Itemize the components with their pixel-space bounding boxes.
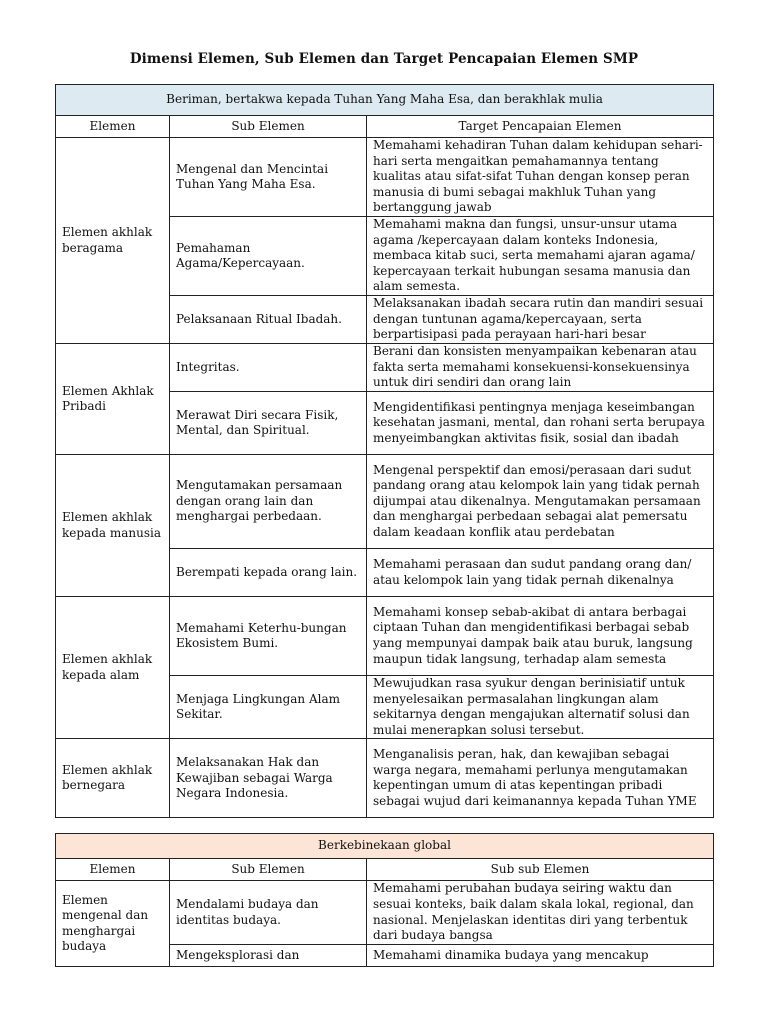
table-row bbox=[56, 881, 714, 945]
target-cell: Memahami perasaan dan sudut pandang orang dan/ atau kelompok lain yang tidak pernah dikenalnya bbox=[367, 549, 714, 597]
target-cell: Memahami makna dan fungsi, unsur-unsur utama agama /kepercayaan dalam konteks Indonesia, membaca kitab suci, serta memahami ajaran agama/ kepercayaan terkait hubungan sesama manusia dan alam semesta. bbox=[367, 217, 714, 296]
target-cell: Melaksanakan ibadah secara rutin dan mandiri sesuai dengan tuntunan agama/kepercayaan, serta berpartisipasi pada perayaan hari-hari besar bbox=[367, 296, 714, 344]
sub-element-cell: Mengenal dan Mencintai Tuhan Yang Maha Esa. bbox=[170, 138, 367, 217]
sub-element-cell: Mendalami budaya dan identitas budaya. bbox=[170, 881, 367, 945]
table-akhlak bbox=[55, 84, 714, 818]
sub-element-cell: Mengutamakan persamaan dengan orang lain dan menghargai perbedaan. bbox=[170, 455, 367, 549]
column-header-sub-sub-elemen: Sub sub Elemen bbox=[367, 859, 714, 881]
target-cell: Memahami perubahan budaya seiring waktu dan sesuai konteks, baik dalam skala lokal, regional, dan nasional. Menjelaskan identitas diri yang terbentuk dari budaya bangsa bbox=[367, 881, 714, 945]
column-header-elemen: Elemen bbox=[56, 116, 170, 138]
sub-element-cell: Memahami Keterhu-bungan Ekosistem Bumi. bbox=[170, 597, 367, 676]
target-cell: Mewujudkan rasa syukur dengan berinisiatif untuk menyelesaikan permasalahan lingkungan alam sekitarnya dengan mengajukan alternatif solusi dan mulai menerapkan solusi tersebut. bbox=[367, 676, 714, 739]
target-cell: Mengidentifikasi pentingnya menjaga keseimbangan kesehatan jasmani, mental, dan rohani serta berupaya menyeimbangkan aktivitas fisik, sosial dan ibadah bbox=[367, 392, 714, 455]
table-kebinekaan bbox=[55, 833, 714, 967]
sub-element-cell: Pelaksanaan Ritual Ibadah. bbox=[170, 296, 367, 344]
sub-element-cell: Melaksanakan Hak dan Kewajiban sebagai Warga Negara Indonesia. bbox=[170, 739, 367, 818]
element-cell: Elemen mengenal dan menghargai budaya bbox=[56, 881, 170, 967]
column-header-sub-elemen: Sub Elemen bbox=[170, 859, 367, 881]
element-cell: Elemen akhlak beragama bbox=[56, 138, 170, 344]
sub-element-cell: Pemahaman Agama/Kepercayaan. bbox=[170, 217, 367, 296]
table-header: Beriman, bertakwa kepada Tuhan Yang Maha Esa, dan berakhlak mulia bbox=[56, 85, 714, 116]
sub-element-cell: Berempati kepada orang lain. bbox=[170, 549, 367, 597]
column-header-sub-elemen: Sub Elemen bbox=[170, 116, 367, 138]
target-cell: Memahami konsep sebab-akibat di antara berbagai ciptaan Tuhan dan mengidentifikasi berbagai sebab yang mempunyai dampak baik atau buruk, langsung maupun tidak langsung, terhadap alam semesta bbox=[367, 597, 714, 676]
column-header-elemen: Elemen bbox=[56, 859, 170, 881]
element-cell: Elemen akhlak bernegara bbox=[56, 739, 170, 818]
sub-element-cell: Integritas. bbox=[170, 344, 367, 392]
target-cell: Mengenal perspektif dan emosi/perasaan dari sudut pandang orang atau kelompok lain yang tidak pernah dijumpai atau dikenalnya. Mengutamakan persamaan dan menghargai perbedaan sebagai alat pemersatu dalam keadaan konflik atau perdebatan bbox=[367, 455, 714, 549]
target-cell: Memahami dinamika budaya yang mencakup bbox=[367, 945, 714, 967]
target-cell: Berani dan konsisten menyampaikan kebenaran atau fakta serta memahami konsekuensi-konsekuensinya untuk diri sendiri dan orang lain bbox=[367, 344, 714, 392]
page-title: Dimensi Elemen, Sub Elemen dan Target Pencapaian Elemen SMP bbox=[129, 51, 639, 67]
table-row bbox=[56, 597, 714, 676]
element-cell: Elemen akhlak kepada manusia bbox=[56, 455, 170, 597]
element-cell: Elemen Akhlak Pribadi bbox=[56, 344, 170, 455]
table-row bbox=[56, 455, 714, 549]
sub-element-cell: Menjaga Lingkungan Alam Sekitar. bbox=[170, 676, 367, 739]
sub-element-cell: Merawat Diri secara Fisik, Mental, dan Spiritual. bbox=[170, 392, 367, 455]
target-cell: Menganalisis peran, hak, dan kewajiban sebagai warga negara, memahami perlunya mengutamakan kepentingan umum di atas kepentingan pribadi sebagai wujud dari keimanannya kepada Tuhan YME bbox=[367, 739, 714, 818]
element-cell: Elemen akhlak kepada alam bbox=[56, 597, 170, 739]
sub-element-cell: Mengeksplorasi dan bbox=[170, 945, 367, 967]
table-row bbox=[56, 344, 714, 392]
column-header-target: Target Pencapaian Elemen bbox=[367, 116, 714, 138]
target-cell: Memahami kehadiran Tuhan dalam kehidupan sehari-hari serta mengaitkan pemahamannya tentang kualitas atau sifat-sifat Tuhan dengan konsep peran manusia di bumi sebagai makhluk Tuhan yang bertanggung jawab bbox=[367, 138, 714, 217]
table-header: Berkebinekaan global bbox=[56, 834, 714, 859]
table-row bbox=[56, 739, 714, 818]
table-row bbox=[56, 138, 714, 217]
